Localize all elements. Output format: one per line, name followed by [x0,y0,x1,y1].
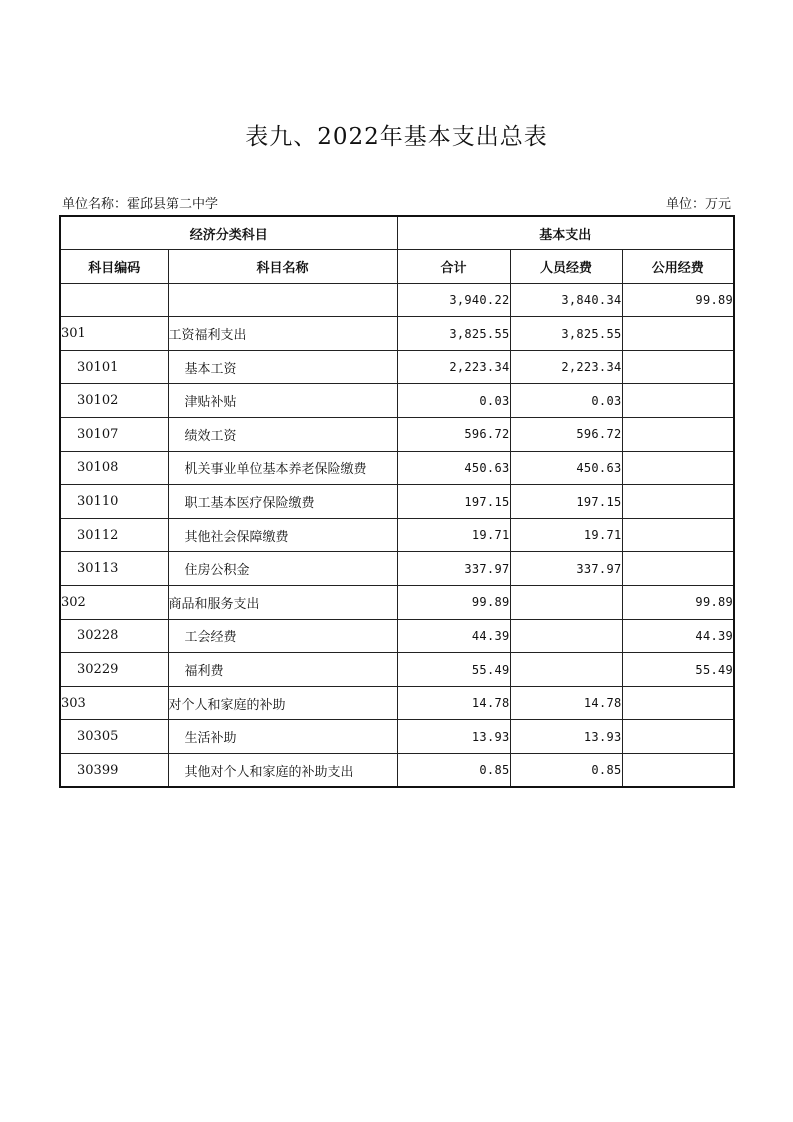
header-group-row [60,216,734,250]
cell-name [168,283,397,317]
cell-code: 302 [60,586,168,620]
cell-public: 55.49 [622,653,734,687]
cell-code: 30110 [60,485,168,519]
cell-personnel [510,653,622,687]
cell-code: 30399 [60,754,168,788]
cell-code: 30228 [60,619,168,653]
table-row [60,720,734,754]
table-row [60,552,734,586]
cell-name: 职工基本医疗保险缴费 [168,485,397,519]
cell-total: 0.03 [397,384,510,418]
cell-public: 99.89 [622,283,734,317]
cell-code: 30107 [60,418,168,452]
cell-name: 机关事业单位基本养老保险缴费 [168,451,397,485]
cell-personnel: 3,825.55 [510,317,622,351]
table-row [60,283,734,317]
cell-code: 30113 [60,552,168,586]
cell-name: 福利费 [168,653,397,687]
budget-table [59,215,735,788]
cell-name: 绩效工资 [168,418,397,452]
header-basic-expenditure: 基本支出 [397,216,734,250]
cell-public [622,451,734,485]
table-row [60,619,734,653]
cell-name: 对个人和家庭的补助 [168,686,397,720]
cell-code: 301 [60,317,168,351]
cell-public [622,686,734,720]
cell-total: 3,825.55 [397,317,510,351]
cell-public [622,518,734,552]
cell-total: 337.97 [397,552,510,586]
cell-total: 3,940.22 [397,283,510,317]
cell-code: 30305 [60,720,168,754]
table-row [60,317,734,351]
cell-personnel: 337.97 [510,552,622,586]
table-body [60,283,734,787]
cell-personnel: 19.71 [510,518,622,552]
cell-total: 450.63 [397,451,510,485]
cell-total: 99.89 [397,586,510,620]
cell-personnel [510,619,622,653]
cell-personnel: 197.15 [510,485,622,519]
cell-code [60,283,168,317]
cell-name: 商品和服务支出 [168,586,397,620]
cell-public [622,720,734,754]
cell-code: 30102 [60,384,168,418]
cell-total: 596.72 [397,418,510,452]
cell-public [622,552,734,586]
cell-personnel: 596.72 [510,418,622,452]
table-row [60,350,734,384]
cell-total: 0.85 [397,754,510,788]
unit-label: 单位：万元 [665,197,731,212]
header-name: 科目名称 [168,250,397,284]
page-title: 表九、2022年基本支出总表 [245,124,548,150]
header-column-row [60,250,734,284]
cell-name: 工资福利支出 [168,317,397,351]
cell-personnel: 450.63 [510,451,622,485]
table-row [60,586,734,620]
cell-personnel: 14.78 [510,686,622,720]
cell-personnel: 2,223.34 [510,350,622,384]
table-row [60,518,734,552]
cell-name: 其他社会保障缴费 [168,518,397,552]
cell-total: 44.39 [397,619,510,653]
table-row [60,451,734,485]
cell-personnel: 13.93 [510,720,622,754]
cell-personnel: 0.85 [510,754,622,788]
table-row [60,384,734,418]
cell-public [622,485,734,519]
header-code: 科目编码 [60,250,168,284]
table-row [60,686,734,720]
cell-code: 30112 [60,518,168,552]
cell-total: 55.49 [397,653,510,687]
cell-name: 津贴补贴 [168,384,397,418]
header-public: 公用经费 [622,250,734,284]
cell-public [622,350,734,384]
table-row [60,754,734,788]
cell-code: 30229 [60,653,168,687]
cell-name: 工会经费 [168,619,397,653]
cell-personnel: 0.03 [510,384,622,418]
unit-name: 单位名称：霍邱县第二中学 [62,197,219,212]
header-personnel: 人员经费 [510,250,622,284]
cell-name: 生活补助 [168,720,397,754]
cell-personnel [510,586,622,620]
cell-code: 303 [60,686,168,720]
cell-code: 30108 [60,451,168,485]
cell-name: 住房公积金 [168,552,397,586]
table-row [60,485,734,519]
cell-public [622,754,734,788]
cell-total: 14.78 [397,686,510,720]
cell-public [622,317,734,351]
cell-name: 其他对个人和家庭的补助支出 [168,754,397,788]
cell-total: 19.71 [397,518,510,552]
cell-public [622,384,734,418]
table-row [60,418,734,452]
cell-total: 197.15 [397,485,510,519]
cell-personnel: 3,840.34 [510,283,622,317]
table-row [60,653,734,687]
cell-public [622,418,734,452]
cell-public: 44.39 [622,619,734,653]
header-economic-classification: 经济分类科目 [60,216,397,250]
header-total: 合计 [397,250,510,284]
cell-name: 基本工资 [168,350,397,384]
cell-public: 99.89 [622,586,734,620]
cell-total: 2,223.34 [397,350,510,384]
cell-code: 30101 [60,350,168,384]
cell-total: 13.93 [397,720,510,754]
